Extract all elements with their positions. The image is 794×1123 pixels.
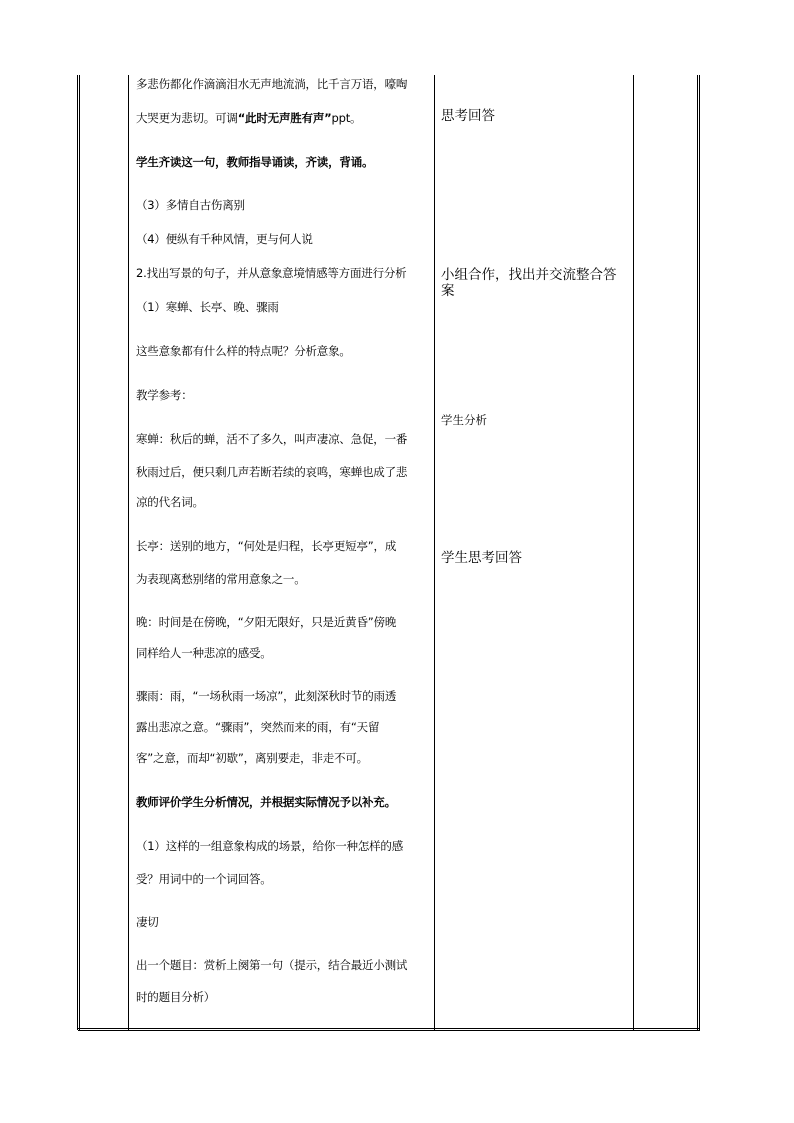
text-line: 凄切	[136, 915, 159, 929]
text-line: （3）多情自古伤离别	[136, 198, 245, 212]
text-line: 寒蝉：秋后的蝉，活不了多久，叫声凄凉、急促，一番	[136, 432, 408, 446]
text-line: 骤雨：雨，“一场秋雨一场凉”，此刻深秋时节的雨透	[136, 689, 397, 703]
text-segment: ppt。	[331, 111, 362, 125]
column-divider-3	[633, 75, 634, 1030]
text-line: 出一个题目：赏析上阕第一句（提示，结合最近小测试	[136, 958, 408, 972]
text-line: 凉的代名词。	[136, 495, 204, 509]
table-bottom-border	[78, 1028, 700, 1031]
ppt-title: “此时无声胜有声”	[237, 111, 332, 125]
text-line: 长亭：送别的地方，“何处是归程，长亭更短亭”，成	[136, 539, 397, 553]
text-line: （4）便纵有千种风情，更与何人说	[136, 232, 313, 246]
text-line: 秋雨过后，便只剩几声若断若续的哀鸣，寒蝉也成了悲	[136, 465, 408, 479]
text-line: （1）寒蝉、长亭、晚、骤雨	[136, 300, 279, 314]
instruction-line: 学生齐读这一句，教师指导诵读，齐读，背诵。	[136, 155, 374, 169]
column-divider-1	[128, 75, 129, 1030]
student-activity: 思考回答	[441, 108, 495, 124]
instruction-line: 教师评价学生分析情况，并根据实际情况予以补充。	[136, 795, 396, 809]
table-left-border	[77, 75, 80, 1030]
text-line: 时的题目分析）	[136, 990, 216, 1004]
column-divider-2	[434, 75, 435, 1030]
text-line: 晚：时间是在傍晚，“夕阳无限好，只是近黄昏”傍晚	[136, 615, 397, 629]
text-line: 2.找出写景的句子，并从意象意境情感等方面进行分析	[136, 266, 407, 280]
text-line: 同样给人一种悲凉的感受。	[136, 646, 272, 660]
text-line: 这些意象都有什么样的特点呢？分析意象。	[136, 344, 351, 358]
text-line: （1）这样的一组意象构成的场景，给你一种怎样的感	[136, 839, 404, 853]
student-activity: 学生分析	[441, 413, 487, 427]
text-line: 露出悲凉之意。“骤雨”，突然而来的雨，有“天留	[136, 720, 380, 734]
student-activity: 学生思考回答	[441, 550, 522, 566]
text-line: 为表现离愁别绪的常用意象之一。	[136, 572, 306, 586]
text-segment: 大哭更为悲切。可调	[136, 111, 238, 125]
text-line: 多悲伤都化作滴滴泪水无声地流淌，比千言万语，嚎啕	[136, 77, 408, 91]
text-line: 受？用词中的一个词回答。	[136, 872, 272, 886]
student-activity: 小组合作，找出并交流整合答案	[441, 267, 617, 299]
text-line	[136, 110, 361, 126]
table-right-border	[697, 75, 700, 1030]
text-line: 客”之意，而却“初歇”，离别要走，非走不可。	[136, 751, 368, 765]
text-line: 教学参考：	[136, 388, 193, 402]
